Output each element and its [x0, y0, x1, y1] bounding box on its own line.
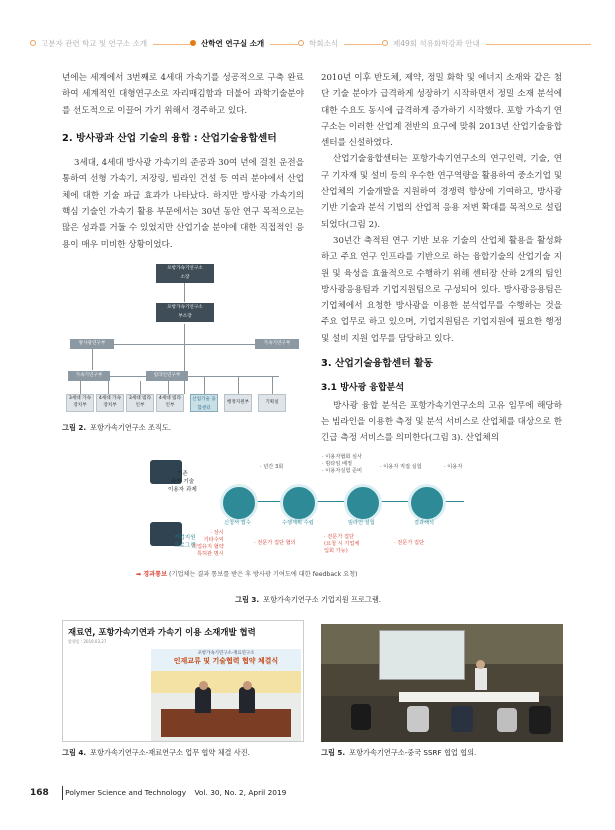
- nav-item-label: 산학연 연구실 소개: [201, 39, 265, 48]
- photo-meeting: [321, 624, 563, 742]
- nav-item-schools[interactable]: [30, 38, 153, 49]
- step-note: · 이용자: [444, 464, 463, 470]
- event-banner: 포항가속기연구소-재료연구소 인재교류 및 기술협력 협약 체결식: [151, 649, 301, 671]
- org-leaf: 4세대 빔라인부: [156, 394, 184, 412]
- photo-agreement: [62, 620, 304, 742]
- step-note: · 년간 3회: [260, 464, 284, 470]
- figure-caption: 그림 5. 포항가속기연구소-중국 SSRF 협업 협의.: [321, 748, 477, 757]
- left-box-label: 기존 과학 기술 이용자 과제: [168, 471, 197, 493]
- page-number: 168: [30, 788, 49, 798]
- left-box-label: 기업지원 프로그램: [174, 535, 196, 549]
- step-3-icon: [344, 484, 382, 522]
- step-label: 빔라인 실험: [348, 520, 375, 526]
- org-box-group: 빔라인연구부: [146, 371, 188, 381]
- org-leaf: 기획실: [258, 394, 286, 412]
- nav-item-label: 제49회 석유화학강좌 안내: [393, 39, 480, 48]
- nav-dot-icon: [382, 40, 388, 46]
- step-note: · 전문가 집단 (요청 시 기업체 입회 가능): [324, 534, 360, 554]
- result-note: ➡ 경과통보 (기업체는 결과 통보를 받은 후 방사광 기여도에 대한 feedback 요청): [136, 571, 358, 578]
- journal-name: Polymer Science and Technology: [65, 788, 187, 797]
- nav-item-news[interactable]: [298, 38, 344, 49]
- right-column: [321, 70, 562, 447]
- org-leaf: 4세대 가속장치부: [96, 394, 124, 412]
- photo-headline: 재료연, 포항가속기연과 가속기 이용 소재개발 협력: [68, 627, 256, 637]
- org-box-group: 가속기연구부: [68, 371, 110, 381]
- nav-item-lecture[interactable]: [382, 38, 486, 49]
- paragraph: 2010년 이후 반도체, 제약, 정밀 화학 및 에너지 소재와 같은 첨단 기술 분야가 급격하게 성장하기 시작하면서 정밀 소재 분석에 대한 수요도 동시에 급격하게 증가하기 시작했다. 포항 가속기 연구소는 이러한 산업계 전반의 요구에 맞춰 2013년 산업기술융합센터를 신설하였다.: [321, 73, 562, 149]
- left-column: [62, 70, 304, 253]
- page-footer: [30, 788, 286, 798]
- org-leaf: 3세대 빔라인부: [126, 394, 154, 412]
- org-leaf: 행정지원부: [224, 394, 252, 412]
- step-label: 신청서 접수: [224, 520, 251, 526]
- subsection-heading: 3.1 방사광 융합분석: [321, 383, 405, 394]
- org-leaf-highlight: 산업기술 융합센터: [190, 394, 218, 412]
- paragraph: 산업기술융합센터는 포항가속기연구소의 연구인력, 기술, 연구 기자재 및 설비 등의 우수한 연구역량을 활용하여 중소기업 및 산업체의 기술개발을 지원하여 경쟁력 향상에 기여하고, 방사광 기반 기술과 분석 기법의 산업적 응용 저변 확대를 목적으로 설립되었다(그림 2).: [321, 154, 562, 230]
- arrow-right-icon: ➡: [136, 571, 142, 578]
- org-chart: [62, 264, 307, 424]
- step-2-icon: [280, 484, 318, 522]
- org-box-director: 포항가속기연구소 소장: [156, 264, 214, 283]
- nav-dot-icon: [30, 40, 36, 46]
- step-label: 수행계획 수립: [282, 520, 314, 526]
- nav-dot-icon: [190, 40, 196, 46]
- org-leaf: 3세대 가속장치부: [66, 394, 94, 412]
- figure-caption: 그림 2. 포항가속기연구소 조직도.: [62, 423, 172, 432]
- program-diagram: [136, 454, 564, 584]
- org-box-dept: 방사광연구부: [70, 339, 114, 349]
- nav-dot-icon: [298, 40, 304, 46]
- section-heading: 2. 방사광과 산업 기술의 융합 : 산업기술융합센터: [62, 132, 277, 144]
- section-nav: [30, 30, 591, 60]
- step-note: · 전문가 집단 협의: [254, 540, 296, 546]
- paragraph: 년에는 세계에서 3번째로 4세대 가속기를 성공적으로 구축 완료하여 세계적인 대형연구소로 자리매김함과 더불어 과학기술분야를 선도적으로 이끌어 가기 위해서 경주하고 있다.: [62, 73, 304, 116]
- paragraph: 방사광 융합 분석은 포항가속기연구소의 고유 임무에 해당하는 빔라인을 이용한 측정 및 분석 서비스로 산업체를 대상으로 한 긴급 측정 서비스를 의미한다(그림 3). 산업체의: [321, 400, 562, 444]
- paragraph: 30년간 축적된 연구 기반 보유 기술의 산업체 활용을 활성화하고 주요 연구 인프라를 기반으로 하는 융합기술의 산업기술 지원 및 육성을 효율적으로 수행하기 위해 센터장 산하 2개의 팀인 방사광응용팀과 기업지원팀으로 구성되어 있다. 방사광응용팀은 기업체에서 요청한 방사광을 이용한 분석업무를 수행하는 것을 주요 업무로 하고 있으며, 기업지원팀은 기업지원에 필요한 행정 및 설비 지원 업무를 담당하고 있다.: [321, 235, 562, 344]
- figure-caption: 그림 3. 포항가속기연구소 기업지원 프로그램.: [235, 595, 382, 604]
- nav-item-labs[interactable]: [190, 38, 270, 49]
- paragraph: 3세대, 4세대 방사광 가속기의 준공과 30여 년에 걸친 운전을 통하여 선형 가속기, 저장링, 빔라인 건설 등 여러 분야에서 산업체에 대한 기술 파급 효과가 나타났다. 하지만 방사광 가속기의 핵심 기술인 가속기 활용 부문에서는 30년 동안 연구 목적으로는 많은 성과를 거둘 수 있었지만 산업기술 분야에 대한 직접적인 응용이 매우 미비한 상황이었다.: [62, 158, 304, 250]
- nav-item-label: 고분자 관련 학교 및 연구소 소개: [41, 39, 148, 48]
- step-note: · 이용자협회 심사 · 빔타임 배정 · 이용자실험 준비: [322, 454, 363, 474]
- step-note: · 이용자 직접 실험: [380, 464, 422, 470]
- org-box-vice-director: 포항가속기연구소 부소장: [156, 303, 214, 322]
- step-note: · 전문가 집단: [394, 540, 425, 546]
- section-heading: 3. 산업기술융합센터 활동: [321, 358, 433, 370]
- nav-item-label: 학회소식: [309, 39, 338, 48]
- figure-caption: 그림 4. 포항가속기연구소-재료연구소 업무 협약 체결 사진.: [62, 748, 250, 757]
- org-box-dept: 가속기연구부: [255, 339, 299, 349]
- photo-date: 발행일 : 2019.03.27: [68, 639, 107, 644]
- step-label: 결과해석: [414, 520, 435, 526]
- journal-issue: Vol. 30, No. 2, April 2019: [194, 788, 287, 797]
- step-4-icon: [408, 484, 446, 522]
- step-1-icon: [220, 484, 258, 522]
- step-note: · 상시 기타수익 기업유지 협약 특허관 명시: [192, 530, 224, 557]
